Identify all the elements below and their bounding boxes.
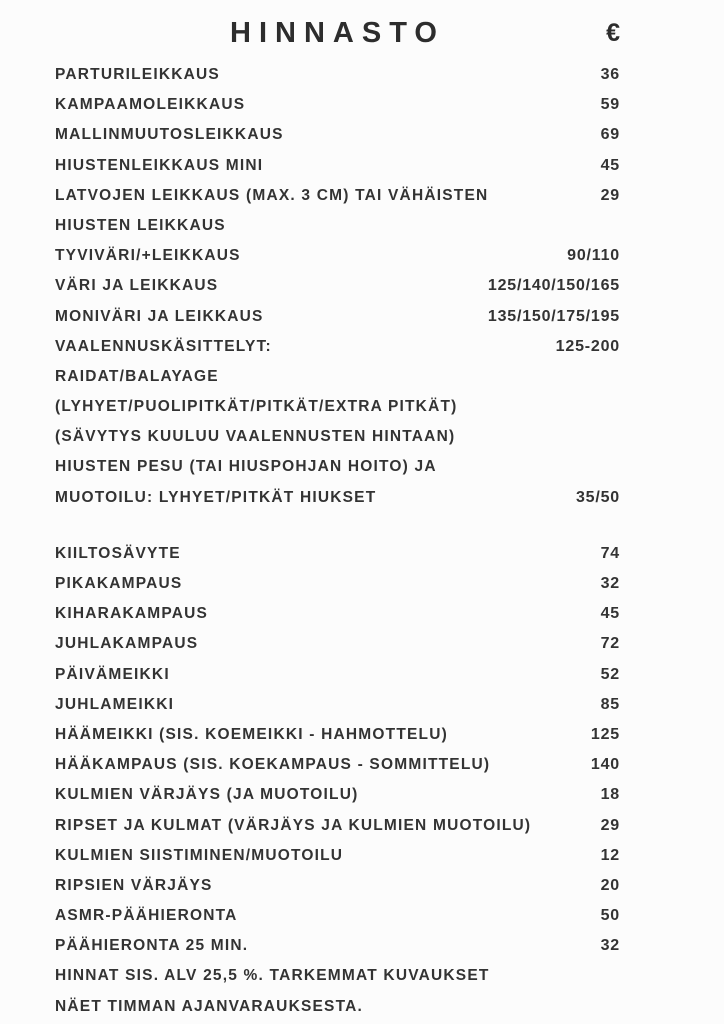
service-label: (LYHYET/PUOLIPITKÄT/PITKÄT/EXTRA PITKÄT) (55, 398, 458, 416)
price-row (55, 60, 620, 90)
service-price: 18 (600, 786, 620, 804)
service-label: RIPSET JA KULMAT (VÄRJÄYS JA KULMIEN MUOTOILU) (55, 816, 532, 834)
service-label: MALLINMUUTOSLEIKKAUS (55, 126, 284, 144)
service-label: PÄÄHIERONTA 25 MIN. (55, 937, 249, 955)
price-list-section-1 (55, 60, 620, 513)
price-row (55, 992, 620, 1022)
price-row (55, 120, 620, 150)
price-row (55, 961, 620, 991)
price-row (55, 901, 620, 931)
service-label: HÄÄKAMPAUS (SIS. KOEKAMPAUS - SOMMITTELU) (55, 756, 491, 774)
service-price: 29 (600, 816, 620, 834)
service-label: TYVIVÄRI/+LEIKKAUS (55, 247, 241, 265)
service-label: JUHLAMEIKKI (55, 695, 175, 713)
service-price: 72 (600, 635, 620, 653)
price-row (55, 90, 620, 120)
service-label: JUHLAKAMPAUS (55, 635, 199, 653)
price-row (55, 181, 620, 211)
service-price: 125/140/150/165 (487, 277, 620, 295)
service-price: 125 (590, 725, 620, 743)
service-label: LATVOJEN LEIKKAUS (MAX. 3 CM) TAI VÄHÄISTEN (55, 186, 489, 204)
service-label: HIUSTEN PESU (TAI HIUSPOHJAN HOITO) JA (55, 458, 437, 476)
service-price: 90/110 (567, 247, 620, 265)
service-price: 125-200 (555, 337, 620, 355)
price-row (55, 539, 620, 569)
price-row (55, 569, 620, 599)
price-row (55, 392, 620, 422)
service-price: 45 (600, 156, 620, 174)
footer-note-line: HINNAT SIS. ALV 25,5 %. TARKEMMAT KUVAUKSET (55, 967, 490, 985)
service-label: RAIDAT/BALAYAGE (55, 367, 219, 385)
section-divider-gap (0, 513, 724, 539)
price-row (55, 452, 620, 482)
currency-symbol: € (606, 19, 620, 47)
price-row (55, 690, 620, 720)
service-price: 50 (600, 907, 620, 925)
service-price: 32 (600, 937, 620, 955)
page-title: HINNASTO (230, 17, 445, 49)
price-list-header (55, 10, 620, 56)
service-price: 69 (600, 126, 620, 144)
price-row (55, 720, 620, 750)
service-label: ASMR-PÄÄHIERONTA (55, 907, 238, 925)
price-row (55, 629, 620, 659)
price-row (55, 302, 620, 332)
service-label: VÄRI JA LEIKKAUS (55, 277, 219, 295)
price-row (55, 599, 620, 629)
service-label: PIKAKAMPAUS (55, 575, 183, 592)
footer-note-line: NÄET TIMMAN AJANVARAUKSESTA. (55, 997, 364, 1015)
price-row (55, 271, 620, 301)
service-price: 59 (600, 96, 620, 114)
service-label: KAMPAAMOLEIKKAUS (55, 96, 246, 114)
service-price: 29 (600, 186, 620, 204)
service-label: MONIVÄRI JA LEIKKAUS (55, 307, 264, 325)
service-label: HÄÄMEIKKI (SIS. KOEMEIKKI - HAHMOTTELU) (55, 725, 448, 743)
price-row (55, 422, 620, 452)
service-label: HIUSTEN LEIKKAUS (55, 216, 226, 234)
price-row (55, 811, 620, 841)
service-label: PARTURILEIKKAUS (55, 66, 220, 83)
service-label: PÄIVÄMEIKKI (55, 665, 170, 683)
service-label: RIPSIEN VÄRJÄYS (55, 876, 213, 894)
service-label: KULMIEN VÄRJÄYS (JA MUOTOILU) (55, 786, 359, 804)
service-price: 45 (600, 605, 620, 623)
price-row (55, 871, 620, 901)
price-row (55, 483, 620, 513)
service-price: 135/150/175/195 (487, 307, 620, 325)
price-row (55, 211, 620, 241)
service-price: 32 (600, 575, 620, 592)
price-row (55, 332, 620, 362)
service-price: 35/50 (575, 488, 620, 506)
service-label: MUOTOILU: LYHYET/PITKÄT HIUKSET (55, 488, 377, 506)
price-row (55, 362, 620, 392)
price-row (55, 750, 620, 780)
price-row (55, 780, 620, 810)
service-label: VAALENNUSKÄSITTELYT: (55, 337, 272, 355)
service-price: 20 (600, 876, 620, 894)
service-label: (SÄVYTYS KUULUU VAALENNUSTEN HINTAAN) (55, 428, 456, 446)
price-row (55, 151, 620, 181)
service-price: 52 (600, 665, 620, 683)
service-price: 140 (590, 756, 620, 774)
service-label: KIHARAKAMPAUS (55, 605, 209, 623)
service-label: HIUSTENLEIKKAUS MINI (55, 156, 264, 174)
price-row (55, 660, 620, 690)
price-row (55, 931, 620, 961)
service-price: 85 (600, 695, 620, 713)
service-label: KULMIEN SIISTIMINEN/MUOTOILU (55, 846, 344, 864)
price-list-section-2 (55, 539, 620, 1022)
service-price: 36 (600, 66, 620, 83)
service-price: 74 (600, 544, 620, 562)
price-row (55, 241, 620, 271)
service-price: 12 (600, 846, 620, 864)
service-label: KIILTOSÄVYTE (55, 544, 181, 562)
price-row (55, 841, 620, 871)
